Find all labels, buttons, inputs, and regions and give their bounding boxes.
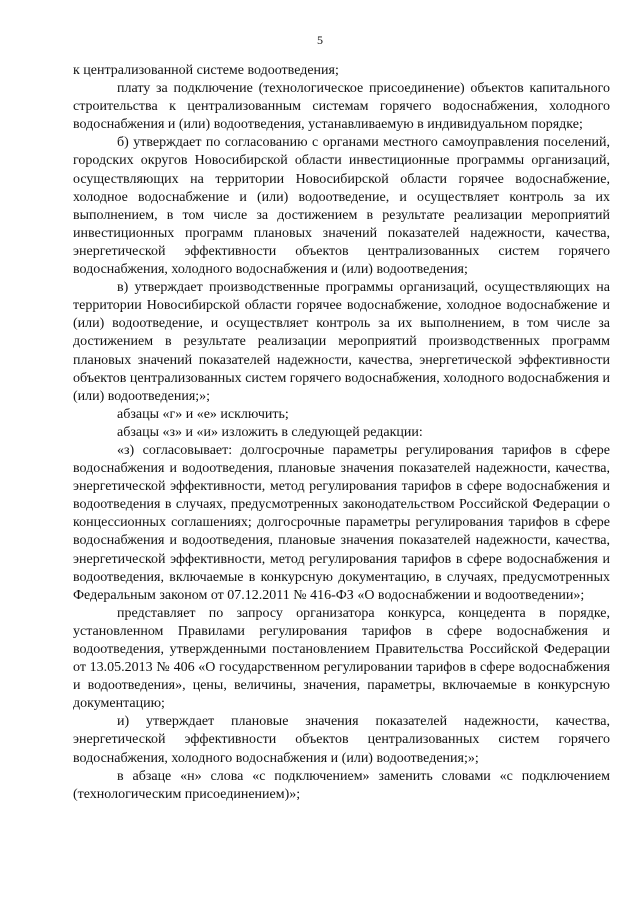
paragraph: «з) согласовывает: долгосрочные параметры регулирования тарифов в сфере водоснабжения и водоотведения, плановые значения показателей надежности, качества, энергетической эффективности, метод регулирования тарифов в сфере водоснабжения и водоотведения в случаях, предусмотренных законодательством Российской Федерации о концессионных соглашениях; долгосрочные параметры регулирования тарифов в сфере водоснабжения и водоотведения, плановые значения показателей надежности, качества, энергетической эффективности, метод регулирования тарифов в сфере водоснабжения и водоотведения, включаемые в конкурсную документацию, в случаях, предусмотренных Федеральным законом от 07.12.2011 № 416-ФЗ «О водоснабжении и водоотведении»; [73,442,610,603]
paragraph: плату за подключение (технологическое присоединение) объектов капитального строительства к централизованным системам горячего водоснабжения, холодного водоснабжения и (или) водоотведения, устанавливаемую в индивидуальном порядке; [73,81,610,133]
page-number: 5 [317,33,323,47]
paragraph: к централизованной системе водоотведения; [73,63,339,78]
document-body [73,62,610,804]
paragraph: абзацы «з» и «и» изложить в следующей редакции: [117,424,423,440]
paragraph: в) утверждает производственные программы организаций, осуществляющих на территории Новосибирской области горячее водоснабжение, холодное водоснабжение и (или) водоотведение, и осуществляет контроль за их выполнением, в том числе за достижением в результате реализации мероприятий производственных программ плановых значений показателей надежности, качества, энергетической эффективности объектов централизованных систем горячего водоснабжения, холодного водоснабжения и (или) водоотведения;»; [73,280,610,404]
paragraph: б) утверждает по согласованию с органами местного самоуправления поселений, городских округов Новосибирской области инвестиционные программы организаций, осуществляющих на территории Новосибирской области горячее водоснабжение, холодное водоснабжение и (или) водоотведение, и осуществляет контроль за их выполнением, в том числе за достижением в результате реализации мероприятий инвестиционных программ плановых значений показателей надежности, качества, энергетической эффективности объектов централизованных систем горячего водоснабжения, холодного водоснабжения и (или) водоотведения; [73,135,610,278]
paragraph: абзацы «г» и «е» исключить; [117,406,289,422]
paragraph: представляет по запросу организатора конкурса, концедента в порядке, установленном Правилами регулирования тарифов в сфере водоснабжения и водоотведения, утвержденными постановлением Правительства Российской Федерации от 13.05.2013 № 406 «О государственном регулировании тарифов в сфере водоснабжения и водоотведения», цены, величины, значения, параметры, включаемые в конкурсную документацию; [73,605,610,712]
paragraph: в абзаце «н» слова «с подключением» заменить словами «с подключением (технологическим присоединением)»; [73,768,610,802]
paragraph: и) утверждает плановые значения показателей надежности, качества, энергетической эффективности объектов централизованных систем горячего водоснабжения, холодного водоснабжения и (или) водоотведения;»; [73,714,610,766]
